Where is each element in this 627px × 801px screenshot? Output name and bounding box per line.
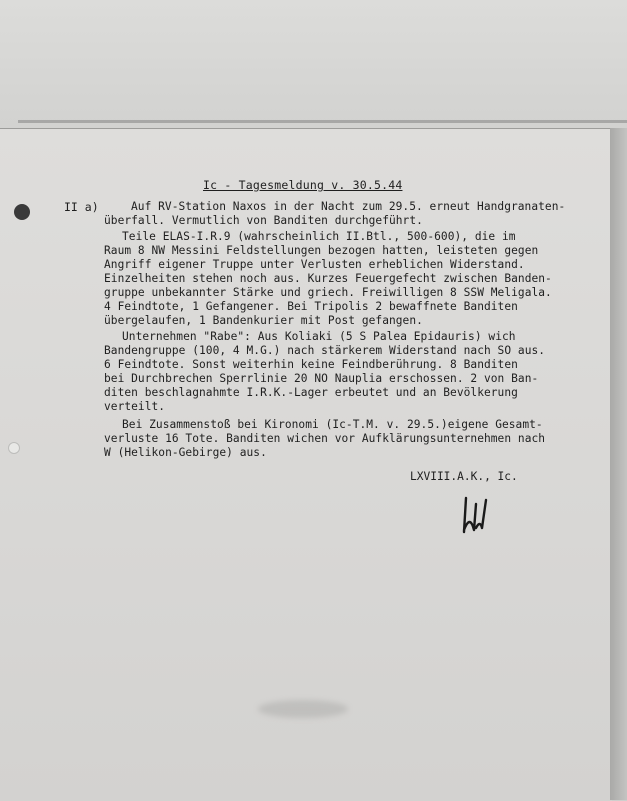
- report-line: Teile ELAS-I.R.9 (wahrscheinlich II.Btl., 500-600), die im: [122, 230, 516, 243]
- report-line: Bei Zusammenstoß bei Kironomi (Ic-T.M. v. 29.5.)eigene Gesamt-: [122, 418, 543, 431]
- section-label: II a): [64, 200, 99, 214]
- report-line: 6 Feindtote. Sonst weiterhin keine Feindberührung. 8 Banditen: [104, 358, 518, 371]
- report-line: diten beschlagnahmte I.R.K.-Lager erbeutet und an Bevölkerung: [104, 386, 518, 399]
- punch-hole-faint: [8, 442, 20, 454]
- signature-block: LXVIII.A.K., Ic.: [410, 470, 518, 483]
- report-line: 4 Feindtote, 1 Gefangener. Bei Tripolis 2 bewaffnete Banditen: [104, 300, 518, 313]
- report-line: Bandengruppe (100, 4 M.G.) nach stärkerem Widerstand nach SO aus.: [104, 344, 546, 357]
- report-line: Angriff eigener Truppe unter Verlusten erheblichen Widerstand.: [104, 258, 525, 271]
- document-title: Ic - Tagesmeldung v. 30.5.44: [203, 178, 403, 192]
- report-line: verluste 16 Tote. Banditen wichen vor Aufklärungsunternehmen nach: [104, 432, 546, 445]
- report-line: Einzelheiten stehen noch aus. Kurzes Feuergefecht zwischen Banden-: [104, 272, 552, 285]
- report-line: bei Durchbrechen Sperrlinie 20 NO Nauplia erschossen. 2 von Ban-: [104, 372, 539, 385]
- underlying-page: [0, 0, 627, 128]
- report-line: gruppe unbekannter Stärke und griech. Freiwilligen 8 SSW Meligala.: [104, 286, 552, 299]
- report-line: verteilt.: [104, 400, 166, 413]
- page-edge: [18, 120, 627, 123]
- punch-hole: [14, 204, 30, 220]
- report-line: Raum 8 NW Messini Feldstellungen bezogen hatten, leisteten gegen: [104, 244, 539, 257]
- page-shadow: [610, 128, 627, 800]
- report-line: Auf RV-Station Naxos in der Nacht zum 29.5. erneut Handgranaten-: [131, 200, 566, 213]
- ink-smudge: [258, 700, 348, 718]
- report-line: überfall. Vermutlich von Banditen durchgeführt.: [104, 214, 423, 227]
- handwritten-signature: [460, 494, 494, 538]
- report-line: übergelaufen, 1 Bandenkurier mit Post gefangen.: [104, 314, 423, 327]
- report-line: Unternehmen "Rabe": Aus Koliaki (5 S Palea Epidauris) wich: [122, 330, 516, 343]
- report-line: W (Helikon-Gebirge) aus.: [104, 446, 267, 459]
